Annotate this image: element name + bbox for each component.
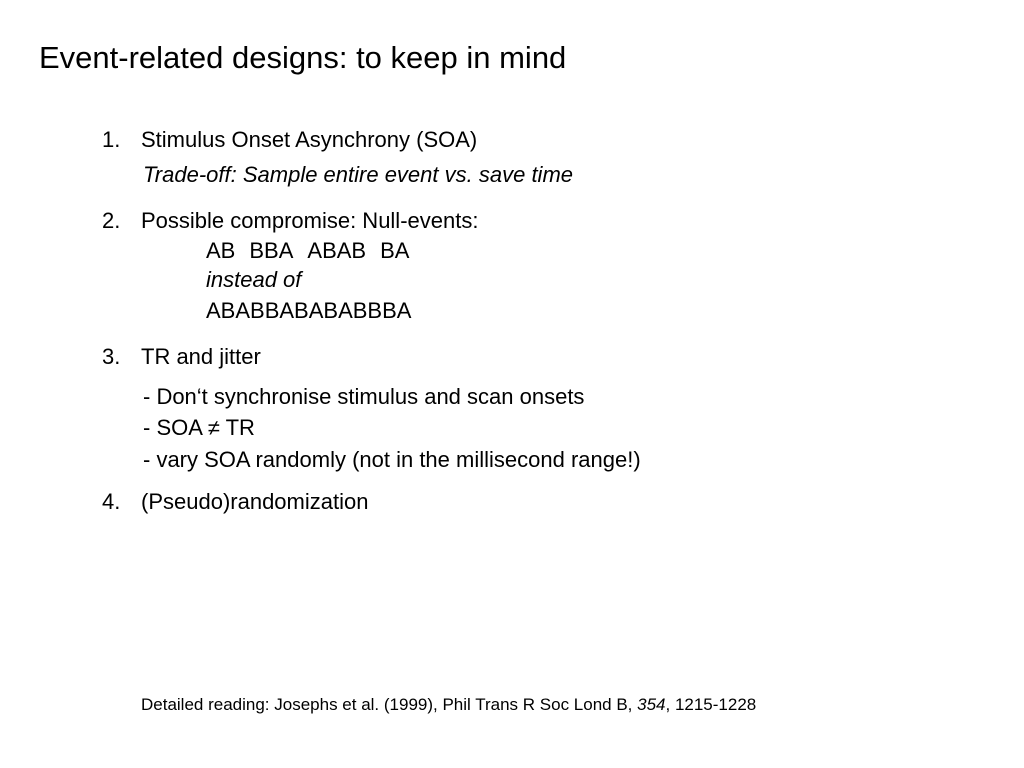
- reference-text: Detailed reading: Josephs et al. (1999), Phil Trans R Soc Lond B,: [141, 695, 638, 714]
- reference-pages: , 1215-1228: [665, 695, 757, 714]
- item-2-number: 2.: [102, 208, 121, 233]
- sequence-part: AB: [206, 238, 236, 263]
- item-4-heading: (Pseudo)randomization: [141, 489, 369, 514]
- item-2-heading: Possible compromise: Null-events:: [141, 208, 479, 233]
- item-4-number: 4.: [102, 489, 121, 514]
- item-3-point: - vary SOA randomly (not in the millisecond range!): [143, 447, 641, 472]
- item-3-point: - SOA ≠ TR: [143, 415, 255, 440]
- instead-of-label: instead of: [206, 267, 302, 292]
- full-sequence: ABABBABABABBBA: [206, 298, 412, 323]
- item-3-heading: TR and jitter: [141, 344, 261, 369]
- sequence-part: BBA: [249, 238, 294, 263]
- sequence-part: ABAB: [307, 238, 367, 263]
- item-1-heading: Stimulus Onset Asynchrony (SOA): [141, 127, 478, 152]
- slide-title: Event-related designs: to keep in mind: [39, 40, 567, 75]
- item-3-number: 3.: [102, 344, 121, 369]
- sequence-part: BA: [380, 238, 410, 263]
- reference-volume: 354: [637, 695, 666, 714]
- reading-reference: [141, 693, 756, 717]
- item-1-note: Trade-off: Sample entire event vs. save time: [143, 162, 573, 187]
- item-1-number: 1.: [102, 127, 121, 152]
- null-event-sequence: [206, 237, 409, 265]
- item-3-point: - Don‘t synchronise stimulus and scan onsets: [143, 384, 585, 409]
